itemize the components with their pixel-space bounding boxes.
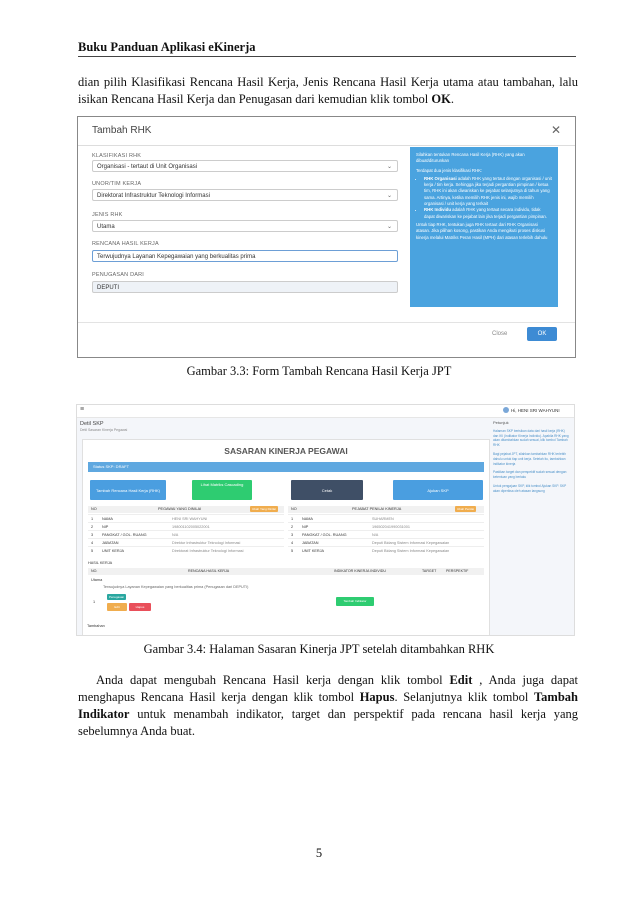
info-tooltip <box>410 147 558 307</box>
tip-text: adalah RHK yang tertaut secara individu, tidak dapat diwariskan ke pejabat lain jika terjadi pergantian pimpinan. <box>424 207 548 219</box>
table-row <box>288 546 484 555</box>
edit-button[interactable]: Edit <box>107 603 127 611</box>
user-name[interactable]: Hi, HENI SRI WAHYUNI <box>511 408 560 413</box>
sidebar-text: Bagi pejabat JPT, silahkan tambahkan RHK terlebih dahulu untuk tiap unit kerja. Setelah itu, tambahkan indikator kinerja <box>493 451 566 466</box>
col-title: PEJABAT PENILAI KINERJA <box>352 507 402 511</box>
close-button[interactable]: Close <box>492 331 508 337</box>
row-value: Direktur Infrastruktur Teknologi Informasi <box>172 541 241 545</box>
col-no: NO <box>291 507 297 511</box>
tip-bold: RHK Organisasi <box>424 175 457 181</box>
tip-bold: RHK Individu <box>424 207 451 213</box>
unor-select[interactable] <box>92 189 398 201</box>
field-label: RENCANA HASIL KERJA <box>92 241 159 247</box>
hasil-kerja-heading: HASIL KERJA <box>88 561 113 565</box>
row-value: Deputi Bidang Sistem Informasi Kepegawaian <box>372 541 450 545</box>
avatar[interactable] <box>503 407 509 413</box>
ubah-dinilai-button[interactable]: Ubah Yang Dinilai <box>252 507 276 511</box>
tip-text: Terdapat dua jenis klasifikasi RHK: <box>416 167 483 173</box>
intro-ok-bold: OK <box>431 92 451 106</box>
intro-text: dian pilih Klasifikasi Rencana Hasil Kerja, Jenis Rencana Hasil Kerja utama atau tambahan, lalu isikan Rencana Hasil Kerja dan Penugasan dari kemudian klik tombol <box>78 75 578 106</box>
document-header: Buku Panduan Aplikasi eKinerja <box>78 40 256 54</box>
ok-button[interactable]: OK <box>527 327 557 341</box>
tip-text: Untuk tiap RHK, tentukan juga RHK tertaut dari RHK Organisasi atasan. Jika pilihan kosong, pastikan Anda mengikuti proses diskusi kinerja melalui Matriks Peran Hasil (MPH) dari atasan terlebih dahulu <box>416 221 548 240</box>
select-value: Utama <box>97 224 115 230</box>
outro-bold-tambah-indikator: Tambah Indikator <box>78 690 578 721</box>
chevron-down-icon: ⌄ <box>386 224 392 230</box>
dialog-footer-divider <box>78 322 575 323</box>
outro-text: , Anda juga dapat menghapus Rencana Hasil kerja dengan klik tombol <box>78 673 578 704</box>
petunjuk-sidebar <box>493 421 571 621</box>
row-key: NIP <box>302 525 309 529</box>
rhk-row-no: 1 <box>93 600 96 604</box>
field-label: JENIS RHK <box>92 212 123 218</box>
row-key: UNIT KERJA <box>302 549 325 553</box>
header-rule <box>78 56 576 57</box>
ubah-penilai-button[interactable]: Ubah Penilai <box>457 507 475 511</box>
row-no: 4 <box>291 541 294 545</box>
row-value: Deputi Bidang Sistem Informasi Kepegawaian <box>372 549 450 553</box>
outro-text: Anda dapat mengubah Rencana Hasil kerja dengan klik tombol <box>96 673 450 687</box>
utama-label: Utama <box>91 578 103 582</box>
row-no: 4 <box>91 541 94 545</box>
penugasan-tag: Penugasan <box>109 595 125 599</box>
page-number: 5 <box>315 846 323 860</box>
row-value: HENI SRI WAHYUNI <box>172 517 208 521</box>
row-no: 5 <box>91 549 94 553</box>
row-key: NAMA <box>302 517 313 521</box>
tambah-indikator-button[interactable]: Tambah Indikator <box>336 597 374 606</box>
status-badge: Status SKP: DRAFT <box>88 462 484 472</box>
outro-bold-hapus: Hapus <box>359 690 395 704</box>
row-value: N/A <box>372 533 379 537</box>
field-label: KLASIFIKASI RHK <box>92 153 142 159</box>
tip-bullet <box>424 207 552 220</box>
chevron-down-icon: ⌄ <box>386 193 392 199</box>
col-title: PEGAWAI YANG DINILAI <box>158 507 202 511</box>
row-value: 196502041990031001 <box>372 525 411 529</box>
col-target: TARGET <box>422 569 437 573</box>
skp-panel <box>82 439 490 636</box>
row-key: PANGKAT / GOL. RUANG <box>302 533 347 537</box>
page-subtitle: Detil Sasaran Kinerja Pegawai <box>80 428 128 432</box>
row-no: 3 <box>91 533 94 537</box>
row-no: 1 <box>91 517 94 521</box>
outro-bold-edit: Edit <box>449 673 473 687</box>
col-rhk: RENCANA HASIL KERJA <box>188 569 230 573</box>
row-no: 3 <box>291 533 294 537</box>
figure-tambah-rhk <box>77 116 576 358</box>
row-no: 2 <box>91 525 94 529</box>
rencana-hasil-kerja-input[interactable]: Terwujudnya Layanan Kepegawaian yang berkualitas prima <box>92 250 398 262</box>
panel-title: SASARAN KINERJA PEGAWAI <box>224 446 348 456</box>
tambah-rhk-button[interactable]: Tambah Rencana Hasil Kerja (RHK) <box>90 480 166 500</box>
penugasan-dari-field[interactable]: DEPUTI <box>92 281 398 293</box>
dialog-title: Tambah RHK <box>92 125 152 136</box>
row-value: Direktorat Infrastruktur Teknologi Informasi <box>172 549 244 553</box>
tip-text: Silahkan tentukan Rencana Hasil Kerja (RHK) yang akan dibuat/diturunkan <box>416 152 525 164</box>
jenis-rhk-select[interactable] <box>92 220 398 232</box>
field-label: PENUGASAN DARI <box>92 272 145 278</box>
close-icon[interactable]: ✕ <box>550 123 561 137</box>
outro-text: . Selanjutnya klik tombol <box>394 690 534 704</box>
sidebar-title: Petunjuk <box>493 420 509 425</box>
select-value: Organisasi - tertaut di Unit Organisasi <box>97 164 198 170</box>
klasifikasi-select[interactable] <box>92 160 398 172</box>
col-iki: INDIKATOR KINERJA INDIVIDU <box>334 569 386 573</box>
col-no: NO <box>91 507 97 511</box>
col-perspektif: PERSPEKTIF <box>446 569 469 573</box>
cetak-button[interactable]: Cetak <box>291 480 363 500</box>
row-key: JABATAN <box>302 541 319 545</box>
field-label: UNOR/TIM KERJA <box>92 181 142 187</box>
tambahan-label: Tambahan <box>87 624 105 628</box>
menu-icon[interactable]: ≡ <box>80 406 85 413</box>
intro-text-end: . <box>450 92 454 106</box>
row-key: UNIT KERJA <box>102 549 125 553</box>
figure-sasaran-kinerja <box>76 404 575 636</box>
page-title: Detil SKP <box>80 421 104 427</box>
top-bar <box>77 405 574 418</box>
row-key: JABATAN <box>102 541 119 545</box>
intro-paragraph <box>78 74 578 108</box>
rhk-text: Terwujudnya Layanan Kepegawaian yang berkualitas prima (Penugasan dari DEPUTI) <box>103 585 249 589</box>
select-value: Direktorat Infrastruktur Teknologi Informasi <box>97 193 210 199</box>
row-value: N/A <box>172 533 179 537</box>
hapus-button[interactable]: Hapus <box>129 603 151 611</box>
sidebar-text: Halaman SKP berisikan data dari hasil kerja (RHK) dan IKI (Indikator Kinerja Individu). Apabila RHK yang akan ditambahkan sudah sesuai, klik tombol Tambah RHK <box>493 428 569 448</box>
dialog-divider <box>78 145 575 146</box>
ajukan-skp-button[interactable]: Ajukan SKP <box>393 480 483 500</box>
col-no: NO. <box>91 569 98 573</box>
row-value: 198001102005022001 <box>172 525 210 529</box>
row-no: 2 <box>291 525 294 529</box>
figure-caption: Gambar 3.3: Form Tambah Rencana Hasil Kerja JPT <box>186 364 452 378</box>
lihat-matriks-button[interactable]: Lihat Matriks Cascading <box>192 480 252 500</box>
tip-text: adalah RHK yang tertaut dengan organisasi / unit kerja / tim kerja. Sehingga jika terjadi pergantian pimpinan / ketua tim, RHK ini akan diwariskan ke pejabat selanjutnya di tahun yang sama. Artinya, ketika memilih RHK jenis ini, wajib memilih organisasi / unit kerja yang terkait <box>424 175 552 207</box>
hasil-kerja-header <box>88 568 484 575</box>
row-key: PANGKAT / GOL. RUANG <box>102 533 147 537</box>
outro-paragraph <box>78 672 578 740</box>
row-no: 5 <box>291 549 294 553</box>
row-key: NIP <box>102 525 109 529</box>
sidebar-text: Untuk pengajuan SKP, klik tombol Ajukan SKP. SKP akan diperiksa oleh atasan langsung <box>493 483 567 493</box>
row-no: 1 <box>291 517 294 521</box>
row-value: SUHARMEN <box>372 517 394 521</box>
chevron-down-icon: ⌄ <box>386 164 392 170</box>
outro-text: untuk menambah indikator, target dan perspektif pada rencana hasil kerja yang sebelumnya Anda buat. <box>78 707 578 738</box>
sidebar-text: Pastikan target dan perspektif sudah sesuai dengan ketentuan yang berlaku <box>493 470 567 480</box>
table-row <box>88 546 284 555</box>
tip-bullet <box>424 176 552 207</box>
row-key: NAMA <box>102 517 113 521</box>
figure-caption: Gambar 3.4: Halaman Sasaran Kinerja JPT setelah ditambahkan RHK <box>143 642 495 656</box>
